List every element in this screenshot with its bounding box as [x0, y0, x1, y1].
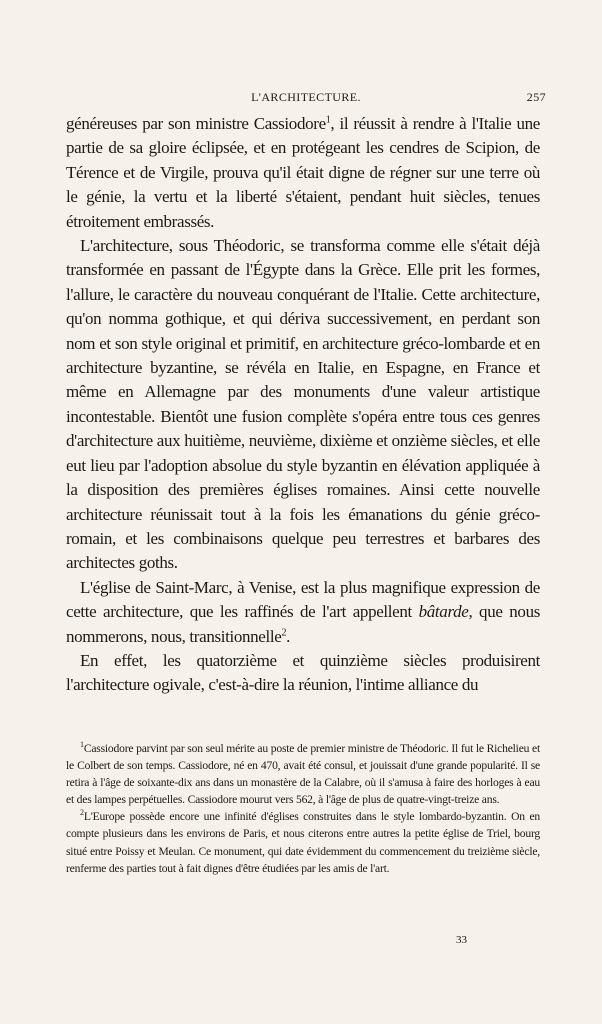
- paragraph-4: En effet, les quatorzième et quinzième siècles produisirent l'architecture ogivale, c'est-à-dire la réunion, l'intime alliance du: [66, 650, 540, 695]
- footnote-reference-1: 1: [325, 114, 331, 126]
- paragraph-1-text-b: , il réussit à rendre à l'Italie une partie de sa gloire éclipsée, et en protégeant les cendres de Scipion, de Térence et de Virgile, prouva qu'il était digne de régner sur une terre où le génie, la vertu et la liberté s'étaient, pendant huit siècles, tenues étroitement embrassés.: [66, 114, 540, 231]
- paragraph-3-text-b: , que nous nommerons, nous, transitionnelle: [66, 602, 540, 646]
- footnote-mark-2: 2: [80, 808, 84, 818]
- paragraph-3-text-a: L'église de Saint-Marc, à Venise, est la plus magnifique expression de cette architecture, que les raffinés de l'art appellent: [66, 577, 540, 622]
- running-title: L'ARCHITECTURE.: [251, 90, 361, 104]
- paragraph-3-text-c: .: [286, 626, 290, 646]
- footnote-1: [66, 740, 540, 808]
- page-number: 257: [526, 90, 546, 104]
- footnote-reference-2: 2: [281, 626, 287, 638]
- footnote-2: [66, 808, 540, 876]
- footnote-text-2: L'Europe possède encore une infinité d'églises construites dans le style lombardo-byzantin. On en compte plusieurs dans les environs de Paris, et nous citerons entre autres la petite église de Triel, bourg situé entre Poissy et Meulan. Ce monument, qui date évidemment du commencement du treizième siècle, renferme des parties tout à fait dignes d'être étudiées par les amis de l'art.: [66, 810, 540, 875]
- paragraph-1: [66, 112, 540, 234]
- signature-mark: 33: [456, 934, 467, 946]
- footnotes: [66, 740, 540, 877]
- footnote-mark-1: 1: [80, 740, 84, 750]
- paragraph-3: [66, 576, 540, 649]
- running-head: [66, 90, 546, 106]
- paragraph-1-text-a: généreuses par son ministre Cassiodore: [66, 114, 326, 133]
- main-text: [66, 112, 540, 698]
- footnote-text-1: Cassiodore parvint par son seul mérite au poste de premier ministre de Théodoric. Il fut le Richelieu et le Colbert de son temps. Cassiodore, né en 470, avait été consul, et jouissait d'une grande popularité. Il se retira à l'âge de soixante-dix ans dans un monastère de la Calabre, où il s'amusa à faire des horloges à eau et des lampes perpétuelles. Cassiodore mourut vers 562, à l'âge de plus de quatre-vingt-treize ans.: [66, 742, 540, 807]
- paragraph-3-italic: bâtarde: [418, 602, 469, 622]
- paragraph-2: L'architecture, sous Théodoric, se transforma comme elle s'était déjà transformée en passant de l'Égypte dans la Grèce. Elle prit les formes, l'allure, le caractère du nouveau conquérant de l'Italie. Cette architecture, qu'on nomma gothique, et qui dériva successivement, en perdant son nom et son style original et primitif, en architecture gréco-lombarde et en architecture byzantine, se révéla en Italie, en Espagne, en France et même en Allemagne par des monuments d'une valeur artistique incontestable. Bientôt une fusion complète s'opéra entre tous ces genres d'architecture aux huitième, neuvième, dixième et onzième siècles, et elle eut lieu par l'adoption absolue du style byzantin en élévation appliquée à la disposition des premières églises romaines. Ainsi cette nouvelle architecture réunissait tout à la fois les émanations du génie gréco-romain, et les combinaisons quelque peu terrestres et barbares des architectes goths.: [66, 236, 540, 573]
